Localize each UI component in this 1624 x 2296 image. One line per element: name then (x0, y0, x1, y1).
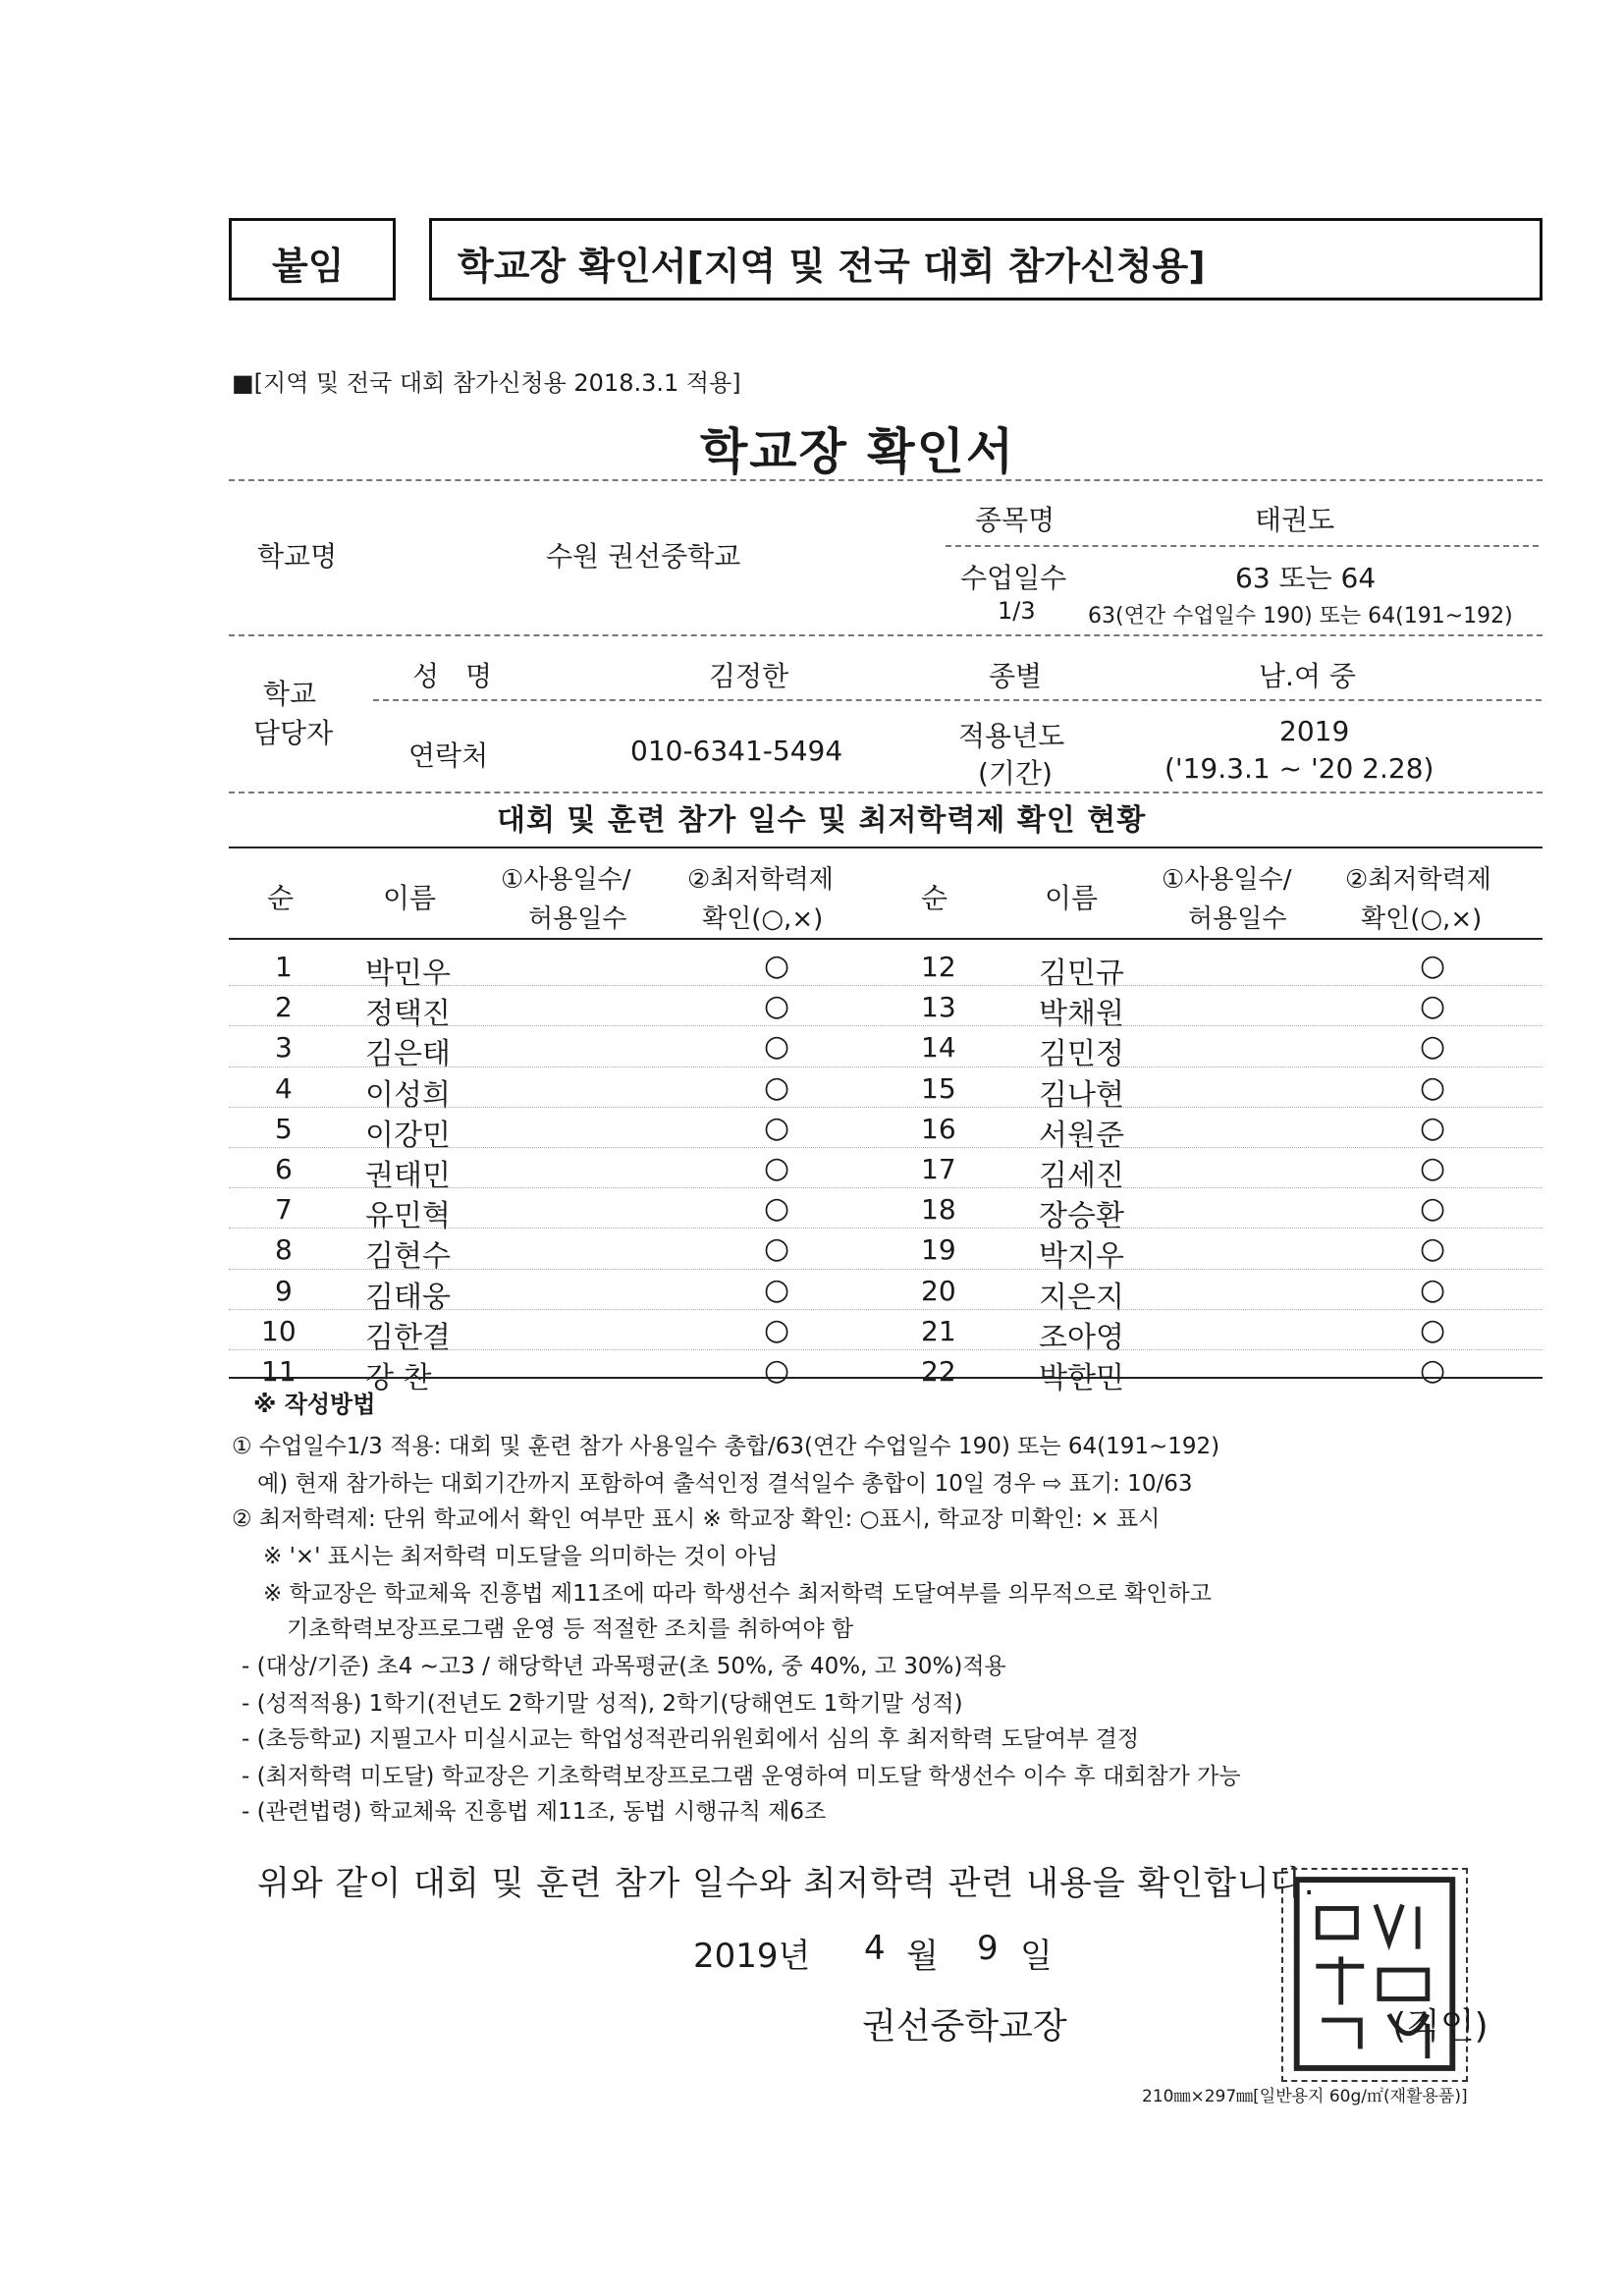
check-mark: ○ (1420, 1151, 1446, 1185)
document-title: 학교장 확인서 (700, 423, 1016, 480)
student-name: 권태민 (365, 1159, 451, 1193)
check-mark: ○ (1420, 1313, 1446, 1347)
staff-section-label-2: 담당자 (253, 717, 334, 749)
col-name-right: 이름 (1045, 882, 1099, 914)
student-name: 정택진 (365, 997, 451, 1031)
paper-spec: 210㎜×297㎜[일반용지 60g/㎡(재활용품)] (1142, 2087, 1468, 2106)
student-name: 김민정 (1039, 1037, 1124, 1071)
student-name: 김세진 (1039, 1159, 1124, 1193)
row-divider (229, 1269, 1543, 1270)
student-name: 장승환 (1039, 1199, 1124, 1233)
check-mark: ○ (764, 1231, 790, 1266)
row-number: 20 (921, 1275, 956, 1307)
instructions-heading: ※ 작성방법 (253, 1391, 376, 1418)
row-number: 19 (921, 1233, 956, 1266)
col-check-left-2: 확인(○,×) (702, 904, 824, 934)
instruction-line: 기초학력보장프로그램 운영 등 적절한 조치를 취하여야 함 (287, 1616, 854, 1642)
divider (373, 699, 1542, 701)
check-mark: ○ (764, 1070, 790, 1105)
third-value: 63(연간 수업일수 190) 또는 64(191~192) (1088, 604, 1513, 629)
instruction-line: - (관련법령) 학교체육 진흥법 제11조, 동법 시행규칙 제6조 (242, 1799, 827, 1825)
row-number: 22 (921, 1355, 956, 1388)
check-mark: ○ (1420, 1070, 1446, 1105)
date-year: 2019년 (693, 1937, 811, 1976)
year-period: ('19.3.1 ~ '20 2.28) (1164, 752, 1435, 785)
staff-type-value: 남.여 중 (1259, 660, 1356, 692)
divider (229, 479, 1543, 481)
table-top-border (229, 847, 1543, 848)
divider (946, 545, 1539, 547)
col-check-right-2: 확인(○,×) (1361, 904, 1483, 934)
row-number: 8 (275, 1233, 293, 1266)
col-no-right: 순 (921, 882, 948, 914)
staff-name-value: 김정한 (709, 660, 789, 692)
check-mark: ○ (764, 1353, 790, 1388)
check-mark: ○ (764, 949, 790, 983)
date-month-unit: 월 (906, 1937, 939, 1976)
note-line: ■[지역 및 전국 대회 참가신청용 2018.3.1 적용] (232, 369, 741, 397)
row-divider (229, 1107, 1543, 1108)
row-divider (229, 1309, 1543, 1310)
row-number: 16 (921, 1113, 956, 1145)
student-name: 박민우 (365, 957, 451, 991)
check-mark: ○ (764, 989, 790, 1023)
divider (229, 634, 1543, 636)
check-mark: ○ (1420, 1231, 1446, 1266)
event-value: 태권도 (1255, 504, 1335, 536)
col-name-left: 이름 (383, 882, 437, 914)
instruction-line: ※ 학교장은 학교체육 진흥법 제11조에 따라 학생선수 최저학력 도달여부를 의무적으로 확인하고 (263, 1581, 1212, 1607)
divider (229, 792, 1543, 793)
date-day: 9 (977, 1929, 999, 1968)
check-mark: ○ (764, 1191, 790, 1226)
check-mark: ○ (764, 1273, 790, 1307)
table-title: 대회 및 훈련 참가 일수 및 최저학력제 확인 현황 (497, 803, 1147, 838)
row-number: 10 (261, 1315, 297, 1347)
confirm-sentence: 위와 같이 대회 및 훈련 참가 일수와 최저학력 관련 내용을 확인합니다. (257, 1864, 1316, 1903)
check-mark: ○ (1420, 1111, 1446, 1145)
row-number: 7 (275, 1193, 293, 1226)
row-number: 17 (921, 1153, 956, 1185)
form-title: 학교장 확인서[지역 및 전국 대회 참가신청용] (458, 245, 1206, 288)
event-label: 종목명 (975, 504, 1056, 536)
instruction-line: ① 수업일수1/3 적용: 대회 및 훈련 참가 사용일수 총합/63(연간 수업일수 190) 또는 64(191~192) (232, 1434, 1220, 1459)
year-label-1: 적용년도 (958, 720, 1065, 752)
check-mark: ○ (764, 1151, 790, 1185)
date-month: 4 (864, 1929, 886, 1968)
official-seal (1281, 1868, 1468, 2082)
col-check-left-1: ②최저학력제 (687, 865, 834, 895)
school-name-label: 학교명 (257, 540, 338, 573)
student-name: 유민혁 (365, 1199, 451, 1233)
check-mark: ○ (1420, 989, 1446, 1023)
row-number: 21 (921, 1315, 956, 1347)
row-number: 2 (275, 991, 293, 1023)
student-name: 이강민 (365, 1119, 451, 1153)
student-name: 조아영 (1039, 1321, 1124, 1355)
row-divider (229, 1025, 1543, 1026)
instruction-line: - (초등학교) 지필고사 미실시교는 학업성적관리위원회에서 심의 후 최저학력 도달여부 결정 (242, 1726, 1140, 1752)
row-number: 1 (275, 951, 293, 983)
instruction-line: - (대상/기준) 초4 ~고3 / 해당학년 과목평균(초 50%, 중 40%, 고 30%)적용 (242, 1654, 1006, 1679)
row-number: 3 (275, 1031, 293, 1064)
check-mark: ○ (1420, 949, 1446, 983)
staff-type-label: 종별 (989, 660, 1043, 692)
col-days-left-1: ①사용일수/ (501, 865, 631, 895)
row-number: 11 (261, 1355, 297, 1388)
row-divider (229, 1147, 1543, 1148)
row-number: 4 (275, 1072, 293, 1105)
row-divider (229, 1066, 1543, 1067)
student-name: 박한민 (1039, 1361, 1124, 1395)
instruction-line: - (성적적용) 1학기(전년도 2학기말 성적), 2학기(당해연도 1학기말 성적) (242, 1691, 963, 1717)
row-number: 18 (921, 1193, 956, 1226)
school-days-value: 63 또는 64 (1235, 562, 1377, 594)
third-label: 1/3 (998, 597, 1036, 625)
student-name: 이성희 (365, 1078, 451, 1113)
student-name: 박지우 (1039, 1239, 1124, 1274)
year-value: 2019 (1279, 715, 1350, 747)
row-number: 5 (275, 1113, 293, 1145)
table-bottom-border (229, 1377, 1543, 1379)
instruction-line: 예) 현재 참가하는 대회기간까지 포함하여 출석인정 결석일수 총합이 10일 경우 ⇨ 표기: 10/63 (257, 1471, 1193, 1497)
col-days-left-2: 허용일수 (528, 904, 627, 934)
check-mark: ○ (1420, 1273, 1446, 1307)
date-day-unit: 일 (1020, 1937, 1053, 1976)
student-name: 김민규 (1039, 957, 1124, 991)
student-name: 박채원 (1039, 997, 1124, 1031)
row-divider (229, 985, 1543, 986)
col-days-right-2: 허용일수 (1188, 904, 1287, 934)
check-mark: ○ (764, 1029, 790, 1064)
check-mark: ○ (1420, 1353, 1446, 1388)
col-days-right-1: ①사용일수/ (1162, 865, 1292, 895)
year-label-2: (기간) (978, 757, 1053, 790)
row-number: 12 (921, 951, 956, 983)
student-name: 지은지 (1039, 1281, 1124, 1315)
row-number: 9 (275, 1275, 293, 1307)
student-name: 김현수 (365, 1239, 451, 1274)
table-header-border (229, 938, 1543, 940)
check-mark: ○ (1420, 1029, 1446, 1064)
row-number: 13 (921, 991, 956, 1023)
staff-name-label: 성 명 (412, 660, 492, 692)
row-number: 6 (275, 1153, 293, 1185)
school-name-value: 수원 권선중학교 (546, 540, 741, 573)
student-name: 김은태 (365, 1037, 451, 1071)
student-name: 김나현 (1039, 1078, 1124, 1113)
col-check-right-1: ②최저학력제 (1345, 865, 1491, 895)
staff-section-label-1: 학교 (263, 678, 317, 710)
student-name: 강 찬 (365, 1361, 432, 1395)
row-divider (229, 1228, 1543, 1229)
contact-value: 010-6341-5494 (630, 735, 843, 767)
signer-title: 권선중학교장 (862, 2006, 1067, 2047)
check-mark: ○ (764, 1111, 790, 1145)
row-divider (229, 1187, 1543, 1188)
seal-label: (직인) (1392, 2006, 1489, 2047)
contact-label: 연락처 (408, 739, 489, 772)
row-number: 14 (921, 1031, 956, 1064)
student-name: 김태웅 (365, 1281, 451, 1315)
instruction-line: - (최저학력 미도달) 학교장은 기초학력보장프로그램 운영하여 미도달 학생선수 이수 후 대회참가 가능 (242, 1764, 1241, 1789)
check-mark: ○ (764, 1313, 790, 1347)
student-name: 김한결 (365, 1321, 451, 1355)
check-mark: ○ (1420, 1191, 1446, 1226)
attachment-label: 붙임 (272, 245, 345, 288)
col-no-left: 순 (267, 882, 295, 914)
instruction-line: ② 최저학력제: 단위 학교에서 확인 여부만 표시 ※ 학교장 확인: ○표시, 학교장 미확인: × 표시 (232, 1506, 1161, 1532)
school-days-label: 수업일수 (960, 562, 1067, 594)
row-number: 15 (921, 1072, 956, 1105)
student-name: 서원준 (1039, 1119, 1124, 1153)
instruction-line: ※ '×' 표시는 최저학력 미도달을 의미하는 것이 아님 (263, 1544, 779, 1569)
row-divider (229, 1349, 1543, 1350)
